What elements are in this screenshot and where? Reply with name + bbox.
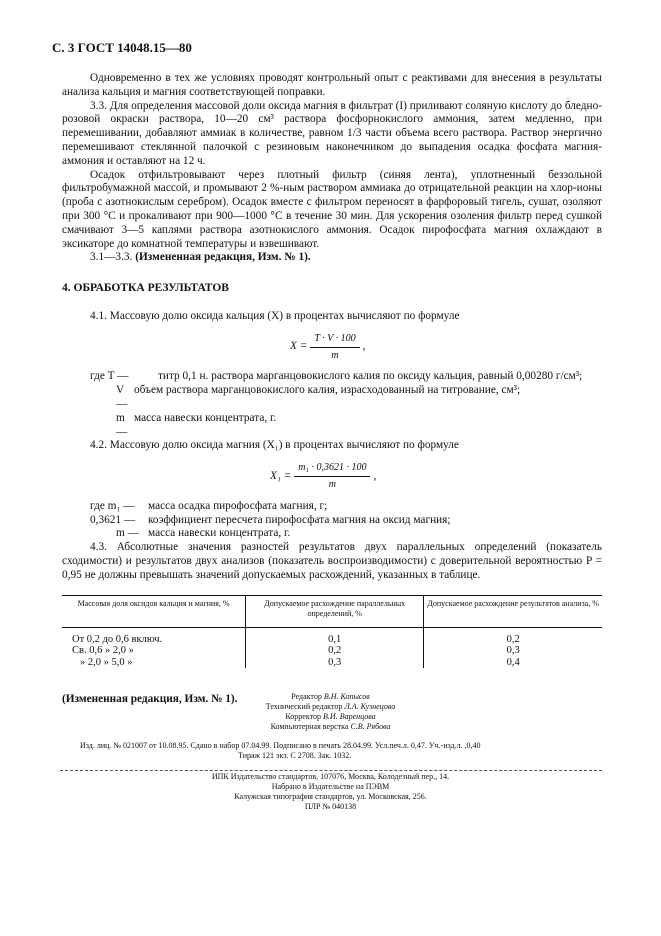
document-body [62, 72, 602, 707]
tolerance-table [62, 595, 602, 669]
credit-role: Технический редактор [265, 702, 343, 711]
where-key: где m₁ — [90, 499, 135, 512]
formula-1-lhs: X = [290, 340, 308, 353]
formula-2-denominator: m [328, 478, 336, 490]
where-item [62, 384, 602, 412]
where-value: масса навески концентрата, г. [134, 411, 277, 424]
table-header-row [62, 595, 602, 627]
table-header-cell: Допускаемое расхождение параллельных определений, % [246, 595, 424, 627]
formula-1-fraction [310, 332, 359, 363]
paragraph-4-3: 4.3. Абсолютные значения разностей результатов двух параллельных определений (показатель сходимости) и результатов двух анализов (показатель воспроизводимости) с доверительной вероятностью P = 0,95 не должны превышать значений допускаемых расхождений, указанных в таблице. [62, 541, 602, 581]
table-cell: 0,3 [246, 657, 424, 669]
table-row [62, 627, 602, 645]
table-cell: 0,1 [246, 627, 424, 645]
credit-role: Компьютерная верстка [270, 722, 349, 731]
table-cell: 0,2 [424, 627, 602, 645]
table-header-cell: Массовая доля оксидов кальция и магния, % [77, 598, 230, 608]
where-key: где T — [90, 370, 129, 383]
publisher-line: Набрано в Издательстве на ПЭВМ [271, 782, 390, 791]
paragraph-4-1: 4.1. Массовую долю оксида кальция (X) в процентах вычисляют по формуле [90, 309, 460, 322]
table-row [62, 657, 602, 669]
paragraph-precipitate: Осадок отфильтровывают через плотный фильтр (синяя лента), уплотненный беззольной фильтробумажной массой, и промывают 2 %-ным раствором аммиака до отрицательной реакции на хлор-ионы (проба с азотнокислым серебром). Осадок вместе с фильтром переносят в фарфоровый тигель, сушат, озоляют при 300 °С и прокаливают при 900—1000 °С в течение 30 мин. Для ускорения озоления фильтр перед сушкой смачивают 3—5 каплями раствора азотнокислого аммония. Осадок пирофосфата магния охлаждают в эксикаторе до комнатной температуры и взвешивают. [62, 168, 602, 250]
credit-name: В.Н. Копысов [323, 692, 370, 701]
where-item [62, 527, 602, 541]
where-item [62, 514, 602, 528]
credit-line [0, 722, 661, 732]
where-value: объем раствора марганцовокислого калия, израсходованный на титрование, см³; [134, 384, 521, 397]
credit-role: Корректор [285, 712, 322, 721]
credit-name: С.В. Рябова [350, 722, 391, 731]
table-cell: От 0,2 до 0,6 включ. [72, 633, 163, 645]
credit-line [0, 692, 661, 702]
credit-line [0, 712, 661, 722]
credit-name: В.И. Варенцова [323, 712, 376, 721]
credits-block [0, 692, 661, 732]
page-header: С. 3 ГОСТ 14048.15—80 [52, 40, 192, 55]
where-value: масса осадка пирофосфата магния, г; [148, 499, 328, 512]
table-cell: 0,4 [424, 657, 602, 669]
revision-range: 3.1—3.3. [90, 251, 133, 264]
publisher-line: ПЛР № 040138 [304, 802, 357, 811]
formula-calcium [290, 332, 602, 363]
table-header-cell: Допускаемое расхождение результатов анализа, % [424, 595, 602, 627]
where-key: V — [116, 384, 128, 410]
publisher-line: ИПК Издательство стандартов, 107076, Москва, Колодезный пер., 14. [211, 772, 450, 781]
where-value: титр 0,1 н. раствора марганцовокислого калия по оксиду кальция, равный 0,00280 г/см³; [158, 370, 583, 383]
imprint-line: Изд. лиц. № 021007 от 10.08.95. Сдано в набор 07.04.99. Подписано в печать 28.04.99. Усл.печ.л. 0,47. Уч.-изд.л. ,0,40 [80, 741, 481, 750]
credit-line [0, 702, 661, 712]
imprint-block [80, 741, 620, 761]
formula-magnesium [270, 461, 602, 492]
publisher-block [0, 772, 661, 812]
paragraph-3-3: 3.3. Для определения массовой доли оксида магния в фильтрат (I) приливают соляную кислоту до бледно-розовой окраски раствора, 10—20 см³ раствора фосфорнокислого аммония, затем медленно, при перемешивании, добавляют аммиак в количестве, равном 1/3 части объема всего раствора. Раствор энергично перемешивают стеклянной палочкой с резиновым наконечником до выпадения осадка фосфата магния-аммония и оставляют на 12 ч. [62, 99, 603, 167]
paragraph-4-2: 4.2. Массовую долю оксида магния (X₁) в процентах вычисляют по формуле [90, 439, 459, 452]
credit-role: Редактор [291, 692, 322, 701]
publisher-line: Калужская типография стандартов, ул. Московская, 256. [234, 792, 427, 801]
where-value: масса навески концентрата, г. [148, 527, 291, 540]
where-value: коэффициент пересчета пирофосфата магния на оксид магния; [148, 513, 451, 526]
paragraph-revision-3 [62, 251, 602, 265]
formula-2-numerator: m₁ · 0,3621 · 100 [294, 461, 370, 477]
table-cell: » 2,0 » 5,0 » [80, 656, 133, 668]
where-item [62, 370, 602, 384]
formula-2-tail: , [373, 469, 377, 482]
formula-2-fraction [294, 461, 370, 492]
revision-note-end: (Измененная редакция, Изм. № 1). [62, 693, 238, 705]
where-item [62, 500, 602, 514]
where-key: m — [116, 411, 128, 438]
where-item [62, 412, 602, 440]
where-key: m — [116, 527, 139, 540]
separator-line [60, 770, 602, 771]
formula-1-denominator: m [331, 349, 339, 361]
where-list-2 [62, 500, 602, 541]
table-cell: Св. 0,6 » 2,0 » [72, 645, 134, 656]
formula-1-tail: , [362, 340, 366, 353]
section-title: 4. ОБРАБОТКА РЕЗУЛЬТАТОВ [62, 282, 229, 295]
where-key: 0,3621 — [90, 513, 136, 526]
formula-2-lhs: X₁ = [270, 469, 292, 482]
table-cell: 0,2 [246, 645, 424, 657]
table-row [62, 645, 602, 657]
where-list-1 [62, 370, 602, 439]
table-cell: 0,3 [424, 645, 602, 657]
credit-name: Л.А. Кузнецова [344, 702, 396, 711]
paragraph-control-test: Одновременно в тех же условиях проводят контрольный опыт с реактивами для внесения в результаты анализа кальция и магния соответствующей поправки. [62, 72, 602, 98]
revision-note: (Измененная редакция, Изм. № 1). [135, 251, 311, 264]
imprint-line: Тираж 121 экз. С 2708. Зак. 1032. [238, 751, 352, 760]
formula-1-numerator: T · V · 100 [310, 332, 359, 348]
